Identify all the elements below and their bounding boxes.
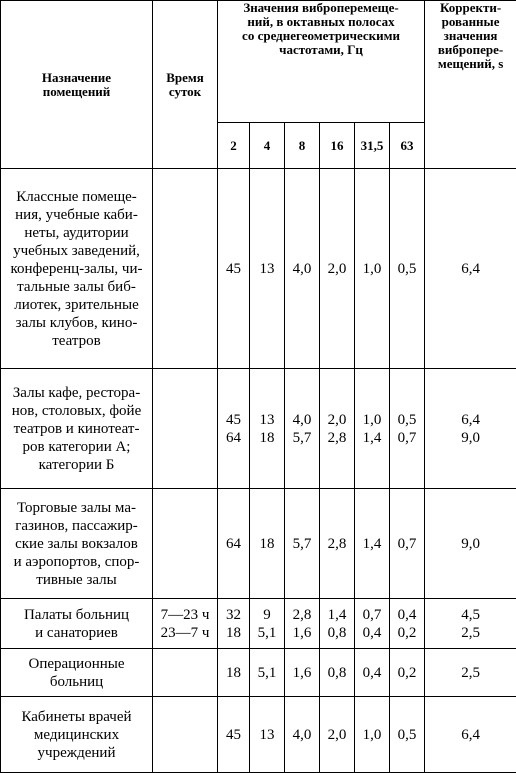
header-freq: 16 (320, 123, 355, 169)
table-row (1, 697, 516, 773)
time-of-day (153, 649, 218, 697)
value-cell: 64 (218, 489, 250, 599)
corrected-value: 6,4 (425, 697, 516, 773)
header-freq: 8 (285, 123, 320, 169)
header-frequency-group: Значения виброперемеще- ний, в октавных полосах со среднегеометрическими частотами, Гц (218, 1, 425, 123)
value-cell: 0,5 (390, 169, 425, 369)
value-cell: 0,4 0,2 (390, 599, 425, 649)
header-corrected: Корректи- рованные значения вибропере- мещений, s (425, 1, 516, 169)
value-cell: 0,5 0,7 (390, 369, 425, 489)
value-cell: 4,0 (285, 697, 320, 773)
value-cell: 45 (218, 169, 250, 369)
value-cell: 4,0 5,7 (285, 369, 320, 489)
table-row (1, 649, 516, 697)
value-cell: 18 (218, 649, 250, 697)
value-cell: 1,0 (355, 169, 390, 369)
room-purpose: Кабинеты врачей медицинских учреждений (1, 697, 153, 773)
value-cell: 5,1 (250, 649, 285, 697)
value-cell: 0,8 (320, 649, 355, 697)
room-purpose: Палаты больниц и санаториев (1, 599, 153, 649)
table-row (1, 169, 516, 369)
room-purpose: Залы кафе, рестора- нов, столовых, фойе театров и кинотеат- ров категории А; категории Б (1, 369, 153, 489)
value-cell: 0,7 (390, 489, 425, 599)
value-cell: 13 18 (250, 369, 285, 489)
time-of-day (153, 369, 218, 489)
value-cell: 45 64 (218, 369, 250, 489)
corrected-value: 9,0 (425, 489, 516, 599)
corrected-value: 6,4 9,0 (425, 369, 516, 489)
value-cell: 5,7 (285, 489, 320, 599)
value-cell: 2,8 (320, 489, 355, 599)
value-cell: 2,0 (320, 169, 355, 369)
value-cell: 2,8 1,6 (285, 599, 320, 649)
table-row (1, 489, 516, 599)
value-cell: 2,0 2,8 (320, 369, 355, 489)
header-freq: 63 (390, 123, 425, 169)
value-cell: 1,4 0,8 (320, 599, 355, 649)
corrected-value: 6,4 (425, 169, 516, 369)
value-cell: 0,2 (390, 649, 425, 697)
value-cell: 18 (250, 489, 285, 599)
header-freq: 31,5 (355, 123, 390, 169)
value-cell: 13 (250, 697, 285, 773)
time-of-day (153, 489, 218, 599)
room-purpose: Классные помеще- ния, учебные каби- неты, аудитории учебных заведений, конференц-залы, чи- тальные залы биб- лиотек, зрительные залы клубов, кино- театров (1, 169, 153, 369)
value-cell: 9 5,1 (250, 599, 285, 649)
header-purpose: Назначение помещений (1, 1, 153, 169)
header-freq: 2 (218, 123, 250, 169)
time-of-day (153, 697, 218, 773)
header-row-top (1, 1, 516, 123)
corrected-value: 4,5 2,5 (425, 599, 516, 649)
value-cell: 1,6 (285, 649, 320, 697)
room-purpose: Торговые залы ма- газинов, пассажир- ские залы вокзалов и аэропортов, спор- тивные залы (1, 489, 153, 599)
value-cell: 1,0 1,4 (355, 369, 390, 489)
value-cell: 1,4 (355, 489, 390, 599)
value-cell: 0,7 0,4 (355, 599, 390, 649)
value-cell: 0,4 (355, 649, 390, 697)
header-time: Время суток (153, 1, 218, 169)
time-of-day: 7—23 ч 23—7 ч (153, 599, 218, 649)
value-cell: 2,0 (320, 697, 355, 773)
room-purpose: Операционные больниц (1, 649, 153, 697)
value-cell: 32 18 (218, 599, 250, 649)
value-cell: 13 (250, 169, 285, 369)
table-row (1, 369, 516, 489)
value-cell: 45 (218, 697, 250, 773)
corrected-value: 2,5 (425, 649, 516, 697)
time-of-day (153, 169, 218, 369)
value-cell: 1,0 (355, 697, 390, 773)
table-row (1, 599, 516, 649)
value-cell: 4,0 (285, 169, 320, 369)
value-cell: 0,5 (390, 697, 425, 773)
header-freq: 4 (250, 123, 285, 169)
